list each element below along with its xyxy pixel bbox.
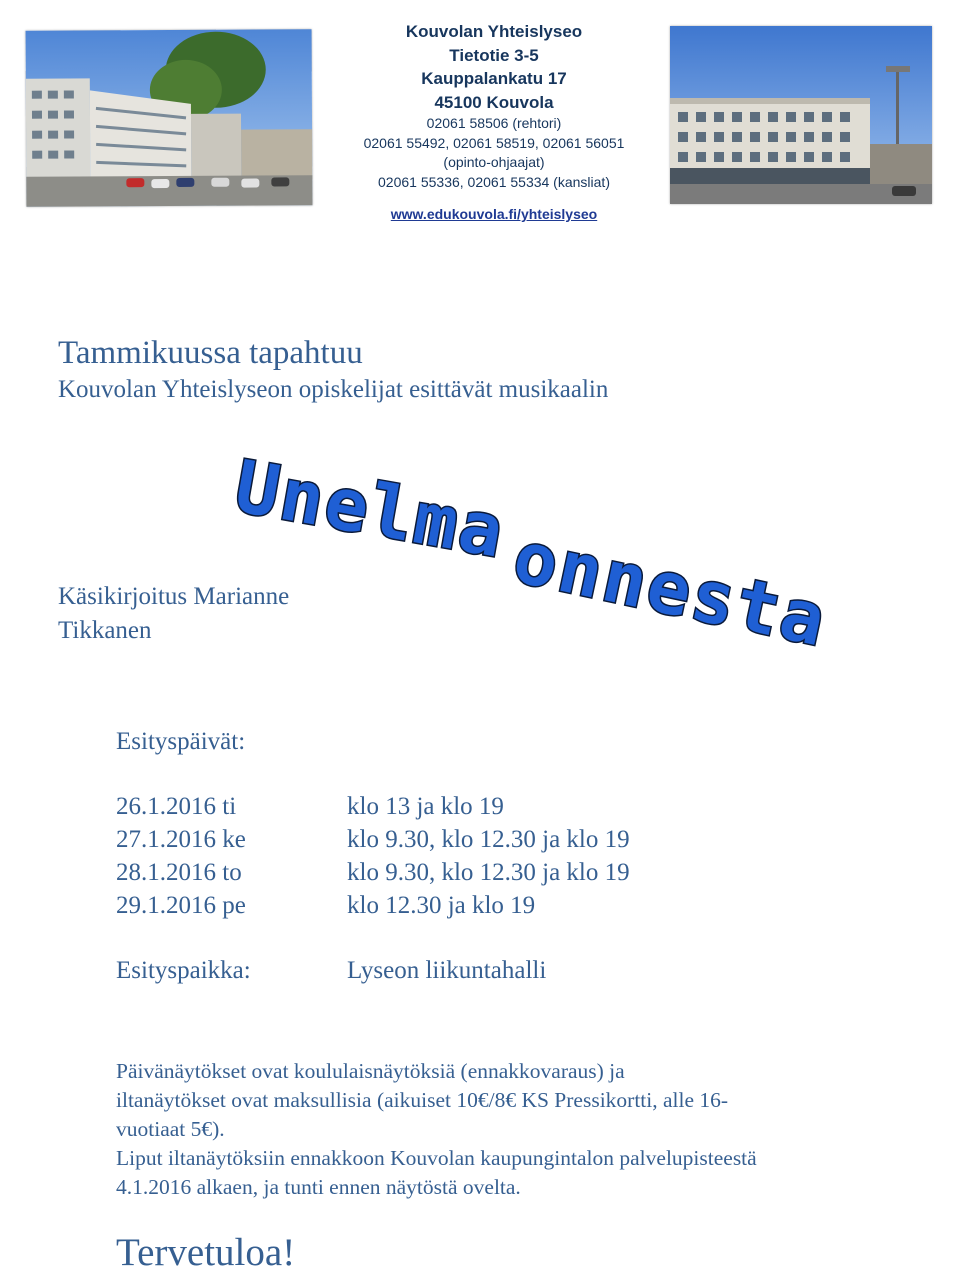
opinto-ohjaajat-label: (opinto-ohjaajat) xyxy=(443,154,545,170)
school-building-photo-left xyxy=(26,29,313,206)
script-credit-line-2: Tikkanen xyxy=(58,617,152,644)
welcome-text: Tervetuloa! xyxy=(116,1231,296,1274)
headline-title: Tammikuussa tapahtuu xyxy=(58,335,363,371)
script-credit xyxy=(58,580,378,648)
schedule-row xyxy=(116,790,630,823)
performance-schedule xyxy=(116,790,630,922)
venue-label: Esityspaikka: xyxy=(116,957,251,984)
contact-block xyxy=(320,20,668,224)
ticket-info xyxy=(116,1057,916,1202)
schedule-row xyxy=(116,823,630,856)
postal-address: 45100 Kouvola xyxy=(434,92,554,112)
performance-dates-label: Esityspäivät: xyxy=(116,728,246,755)
schedule-row xyxy=(116,889,630,922)
ticket-info-line: vuotiaat 5€). xyxy=(116,1117,225,1141)
schedule-date: 28.1.2016 to xyxy=(116,859,242,886)
phone-rehtori: 02061 58506 (rehtori) xyxy=(426,115,562,131)
ticket-info-line: iltanäytökset ovat maksullisia (aikuiset 10€/8€ KS Pressikortti, alle 16- xyxy=(116,1088,729,1112)
schedule-row xyxy=(116,856,630,889)
schedule-times: klo 9.30, klo 12.30 ja klo 19 xyxy=(347,826,630,853)
schedule-times: klo 13 ja klo 19 xyxy=(347,793,504,820)
ticket-info-line: Päivänäytökset ovat koululaisnäytöksiä (ennakkovaraus) ja xyxy=(116,1059,625,1083)
street-address-1: Tietotie 3-5 xyxy=(449,45,539,65)
schedule-times: klo 9.30, klo 12.30 ja klo 19 xyxy=(347,859,630,886)
school-building-photo-right xyxy=(670,26,932,204)
phone-kansliat: 02061 55336, 02061 55334 (kansliat) xyxy=(378,173,610,190)
phone-opinto-ohjaajat: 02061 55492, 02061 58519, 02061 56051 xyxy=(363,134,625,151)
schedule-date: 29.1.2016 pe xyxy=(116,892,246,919)
headline-subtitle: Kouvolan Yhteislyseon opiskelijat esittävät musikaalin xyxy=(58,376,609,403)
schedule-date: 27.1.2016 ke xyxy=(116,826,246,853)
website-link[interactable]: www.edukouvola.fi/yhteislyseo xyxy=(390,206,598,222)
schedule-date: 26.1.2016 ti xyxy=(116,793,237,820)
script-credit-line-1: Käsikirjoitus Marianne xyxy=(58,583,290,610)
ticket-info-line: Liput iltanäytöksiin ennakkoon Kouvolan kaupungintalon palvelupisteestä xyxy=(116,1146,757,1170)
ticket-info-line: 4.1.2016 alkaen, ja tunti ennen näytöstä ovelta. xyxy=(116,1175,521,1199)
school-name: Kouvolan Yhteislyseo xyxy=(405,22,583,41)
musical-title-line-2: onnesta xyxy=(506,514,835,663)
street-address-2: Kauppalankatu 17 xyxy=(421,69,567,88)
schedule-times: klo 12.30 ja klo 19 xyxy=(347,892,536,919)
musical-title-line-1: Unelma xyxy=(229,444,512,574)
venue-name: Lyseon liikuntahalli xyxy=(347,957,547,984)
